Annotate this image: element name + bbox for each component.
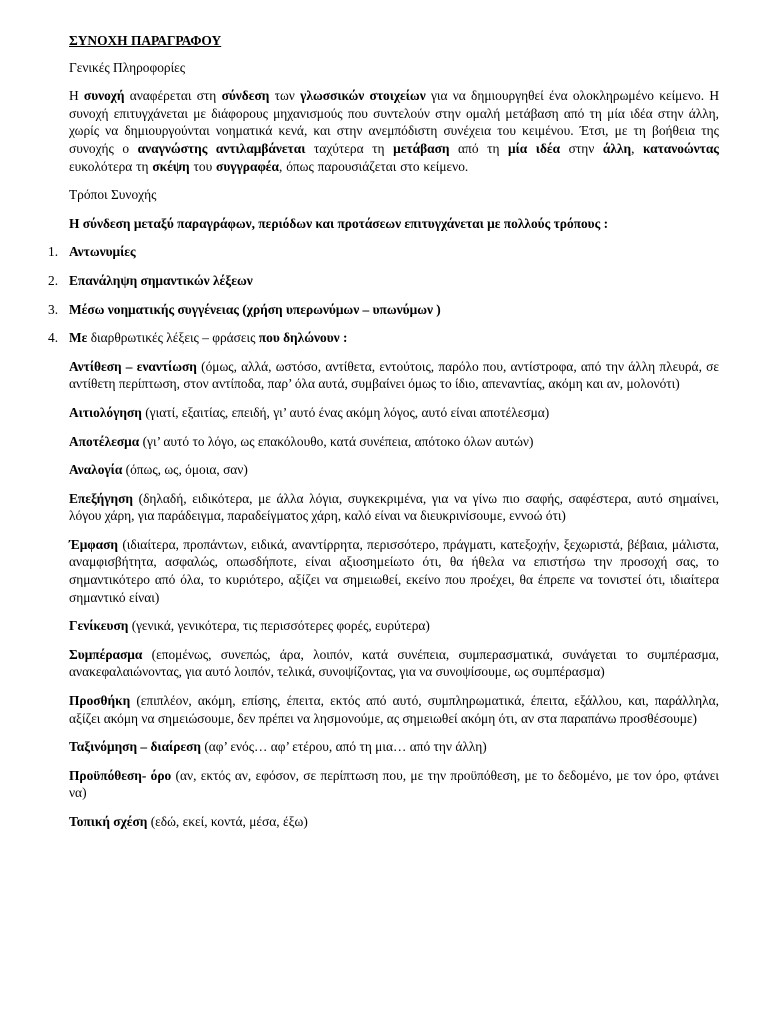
list-item-label: Αντωνυμίες: [69, 244, 136, 260]
category-examples: (γι’ αυτό το λόγο, ως επακόλουθο, κατά συνέπεια, απότοκο όλων αυτών): [139, 433, 534, 449]
category-name: Γενίκευση: [69, 618, 129, 634]
list-item-bold-end: που δηλώνουν :: [258, 330, 348, 346]
category-item: [69, 461, 719, 479]
category-examples: (αφ’ ενός… αφ’ ετέρου, από τη μια… από την άλλη): [200, 739, 487, 755]
category-examples: (δηλαδή, ειδικότερα, με άλλα λόγια, συγκεκριμένα, για να γίνω πιο σαφής, σαφέστερα, αυτό σημαίνει, λόγου χάρη, για παράδειγμα, παραδείγματος χάρη, καλό είναι να διευκρινίσουμε, εννοώ ότι): [69, 490, 719, 524]
intro-bold-term: σύνδεση: [221, 88, 270, 104]
list-item: [48, 243, 719, 261]
list-number: 1.: [48, 244, 59, 260]
category-name: Επεξήγηση: [69, 490, 134, 506]
category-item: [69, 536, 719, 606]
list-item-text: διαρθρωτικές λέξεις – φράσεις: [87, 330, 259, 346]
category-item: [69, 738, 719, 756]
category-item: [69, 646, 719, 681]
category-examples: (επομένως, συνεπώς, άρα, λοιπόν, κατά συνέπεια, συμπερασματικά, συνάγεται το συμπέρασμα, ανακεφαλαιώνοντας, για αυτό λοιπόν, τελικά, συνοψίζοντας, για να συνοψίσουμε, ως συμπέρασμα): [69, 646, 719, 680]
connector-categories: [69, 358, 719, 831]
list-number: 4.: [48, 330, 59, 346]
category-item: [69, 767, 719, 802]
category-item: [69, 433, 719, 451]
methods-list: [48, 243, 719, 346]
intro-text: αναφέρεται στη: [124, 88, 222, 104]
category-examples: (όπως, ως, όμοια, σαν): [122, 462, 248, 478]
list-item: [48, 301, 719, 319]
category-name: Αναλογία: [69, 462, 123, 478]
category-item: [69, 404, 719, 422]
category-examples: (όμως, αλλά, ωστόσο, αντίθετα, εντούτοις, παρόλο που, αντίστροφα, από την άλλη πλευρά, σε αντίθετη περίπτωση, στον αντίποδα, παρ’ όλα αυτά, συμβαίνει όμως το ίδιο, απεναντίας, ακόμη και αν, μολονότι): [69, 358, 719, 392]
intro-text: από τη: [449, 140, 509, 156]
intro-bold-term: κατανοώντας: [643, 140, 719, 156]
intro-text: ,: [631, 140, 644, 156]
category-item: [69, 813, 719, 831]
list-number: 3.: [48, 301, 59, 317]
general-info-heading: Γενικές Πληροφορίες: [69, 59, 186, 75]
document-title: ΣΥΝΟΧΗ ΠΑΡΑΓΡΑΦΟΥ: [69, 33, 222, 48]
category-examples: (γενικά, γενικότερα, τις περισσότερες φορές, ευρύτερα): [128, 618, 430, 634]
category-name: Έμφαση: [69, 536, 119, 552]
category-examples: (αν, εκτός αν, εφόσον, σε περίπτωση που, με την προϋπόθεση, με το δεδομένο, με τον όρο, φτάνει να): [69, 767, 719, 801]
intro-bold-term: άλλη: [602, 140, 632, 156]
list-item-bold-start: Με: [69, 330, 88, 346]
connection-sentence: Η σύνδεση μεταξύ παραγράφων, περιόδων και προτάσεων επιτυγχάνεται με πολλούς τρόπους :: [69, 215, 609, 231]
ways-heading: Τρόποι Συνοχής: [69, 187, 157, 203]
category-item: [69, 692, 719, 727]
category-name: Συμπέρασμα: [69, 646, 143, 662]
category-name: Ταξινόμηση – διαίρεση: [69, 739, 201, 755]
category-name: Αποτέλεσμα: [69, 433, 140, 449]
list-item-label: Μέσω νοηματικής συγγένειας (χρήση υπερωνύμων – υπωνύμων ): [69, 301, 441, 317]
intro-text: ευκολότερα τη: [69, 158, 153, 174]
intro-bold-term: μετάβαση: [393, 140, 450, 156]
category-name: Αιτιολόγηση: [69, 404, 142, 420]
intro-text: ταχύτερα τη: [305, 140, 394, 156]
intro-bold-term: γλωσσικών στοιχείων: [300, 88, 426, 104]
intro-text: , όπως παρουσιάζεται στο κείμενο.: [279, 158, 469, 174]
category-name: Προϋπόθεση- όρο: [69, 767, 172, 783]
list-item: [48, 272, 719, 290]
category-name: Τοπική σχέση: [69, 814, 148, 829]
intro-text: του: [189, 158, 217, 174]
intro-text: για να δημιουργηθεί ένα ολοκληρωμένο κείμενο. Η συνοχή επιτυγχάνεται με διάφορους μηχανισμούς που συντελούν στην ομαλή μετάβαση από τη μία ιδέα στην άλλη, χωρίς να δημιουργούνται νοηματικά κενά, και στην ανεμπόδιστη συνέχεια του κειμένου. Έτσι, με τη βοήθεια της συνοχής ο: [69, 88, 720, 156]
category-examples: (γιατί, εξαιτίας, επειδή, γι’ αυτό ένας ακόμη λόγος, αυτό είναι αποτέλεσμα): [141, 404, 550, 420]
category-item: [69, 358, 719, 393]
category-item: [69, 490, 719, 525]
list-number: 2.: [48, 272, 59, 288]
intro-bold-term: αναγνώστης αντιλαμβάνεται: [137, 140, 306, 156]
category-name: Αντίθεση – εναντίωση: [69, 358, 197, 374]
list-item: [48, 329, 719, 347]
intro-bold-term: συγγραφέα: [216, 158, 279, 174]
intro-text: των: [269, 88, 301, 104]
intro-bold-term: μία ιδέα: [508, 140, 561, 156]
intro-bold-term: σκέψη: [152, 158, 190, 174]
intro-text: Η: [69, 88, 84, 104]
intro-text: στην: [560, 140, 603, 156]
list-item-label: Επανάληψη σημαντικών λέξεων: [69, 272, 253, 288]
category-item: [69, 617, 719, 635]
category-examples: (ιδιαίτερα, προπάντων, ειδικά, αναντίρρητα, περισσότερο, πράγματι, κατεξοχήν, ξεχωριστά, βέβαια, μάλιστα, αναμφισβήτητα, ασφαλώς, οπωσδήποτε, είναι αξιοσημείωτο ότι, θα ήθελα να επιστήσω την προσοχή σας, το σημαντικότερο από όλα, το κυριότερο, αξίζει να σημειωθεί, εκείνο που προέχει, θα έπρεπε να τονιστεί ότι, ιδιαίτερα σημαντικό είναι): [69, 536, 719, 605]
category-examples: (επιπλέον, ακόμη, επίσης, έπειτα, εκτός από αυτό, συμπληρωματικά, έπειτα, εξάλλου, και, παράλληλα, αξίζει ακόμη να σημειώσουμε, δεν πρέπει να λησμονούμε, ας σημειωθεί ακόμη ότι, αν στα παραπάνω προσθέσουμε): [69, 693, 719, 726]
category-name: Προσθήκη: [69, 693, 131, 709]
intro-bold-term: συνοχή: [83, 88, 125, 104]
category-examples: (εδώ, εκεί, κοντά, μέσα, έξω): [147, 814, 308, 829]
intro-paragraph: [69, 87, 719, 175]
